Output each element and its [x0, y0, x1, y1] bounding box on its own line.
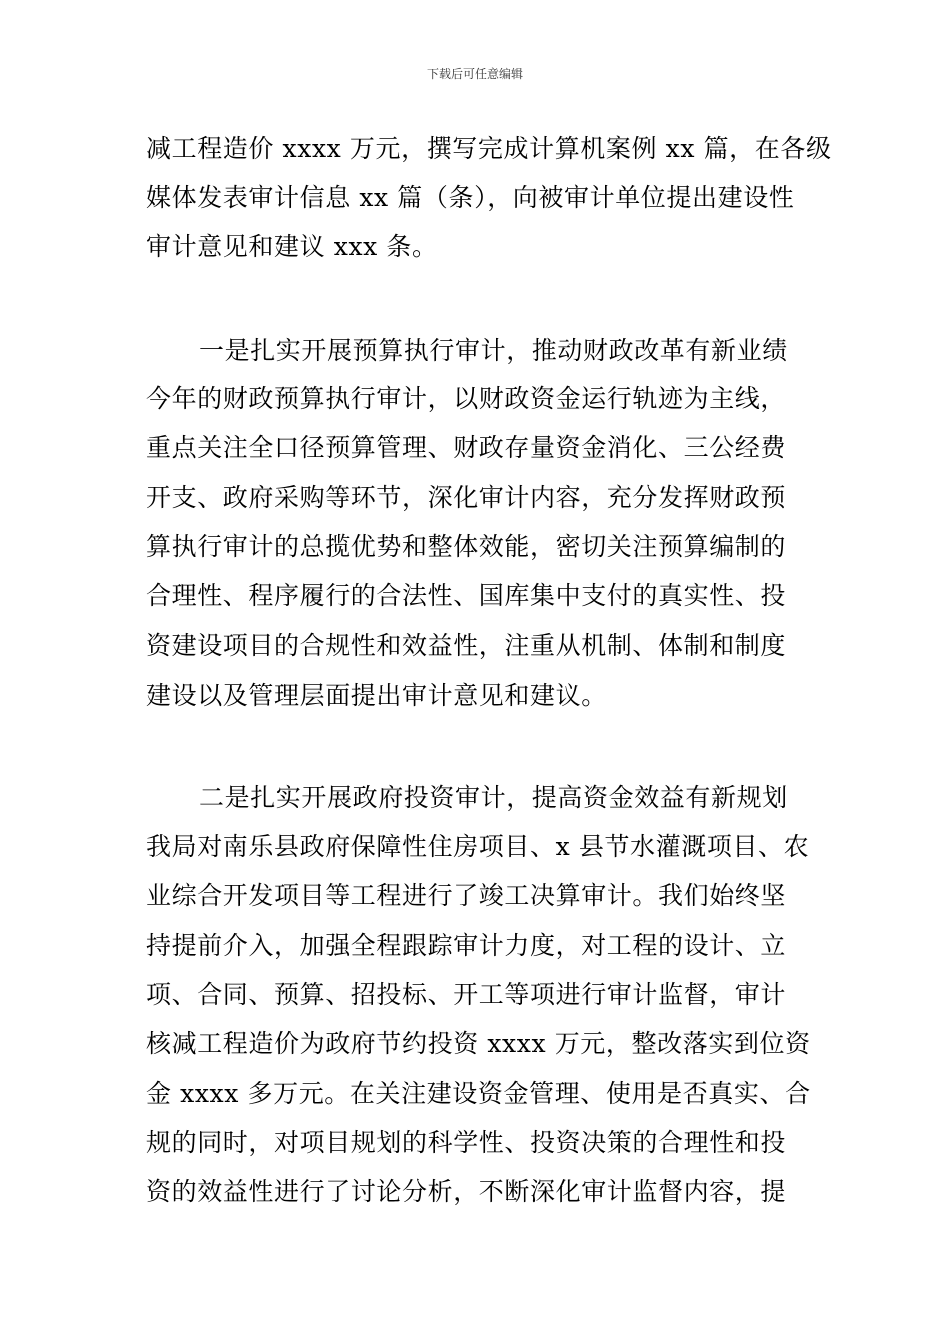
text-line: 业综合开发项目等工程进行了竣工决算审计。我们始终坚 [146, 881, 787, 910]
text-line: 算执行审计的总揽优势和整体效能，密切关注预算编制的 [146, 532, 787, 561]
text-line: 重点关注全口径预算管理、财政存量资金消化、三公经费 [146, 433, 787, 462]
text-line: 资的效益性进行了讨论分析，不断深化审计监督内容，提 [146, 1177, 787, 1206]
page-header: 下载后可任意编辑 [426, 67, 523, 81]
section-heading: 二是扎实开展政府投资审计，提高资金效益有新规划 [199, 783, 788, 812]
text-line: 建设以及管理层面提出审计意见和建议。 [146, 681, 607, 710]
text-line: 持提前介入，加强全程跟踪审计力度，对工程的设计、立 [146, 931, 787, 960]
text-line: 媒体发表审计信息 xx 篇（条），向被审计单位提出建设性 [146, 183, 795, 212]
text-line: 核减工程造价为政府节约投资 xxxx 万元，整改落实到位资 [146, 1029, 811, 1058]
text-line: 合理性、程序履行的合法性、国库集中支付的真实性、投 [146, 581, 787, 610]
section-heading: 一是扎实开展预算执行审计，推动财政改革有新业绩 [199, 336, 788, 365]
text-line: 我局对南乐县政府保障性住房项目、x 县节水灌溉项目、农 [146, 832, 810, 861]
text-line: 减工程造价 xxxx 万元，撰写完成计算机案例 xx 篇，在各级 [146, 134, 832, 163]
text-line: 项、合同、预算、招投标、开工等项进行审计监督，审计 [146, 980, 787, 1009]
text-line: 今年的财政预算执行审计，以财政资金运行轨迹为主线， [146, 384, 787, 413]
text-line: 开支、政府采购等环节，深化审计内容，充分发挥财政预 [146, 483, 787, 512]
text-line: 资建设项目的合规性和效益性，注重从机制、体制和制度 [146, 631, 787, 660]
text-line: 金 xxxx 多万元。在关注建设资金管理、使用是否真实、合 [146, 1079, 811, 1108]
text-line: 审计意见和建议 xxx 条。 [146, 232, 438, 261]
text-line: 规的同时，对项目规划的科学性、投资决策的合理性和投 [146, 1128, 787, 1157]
